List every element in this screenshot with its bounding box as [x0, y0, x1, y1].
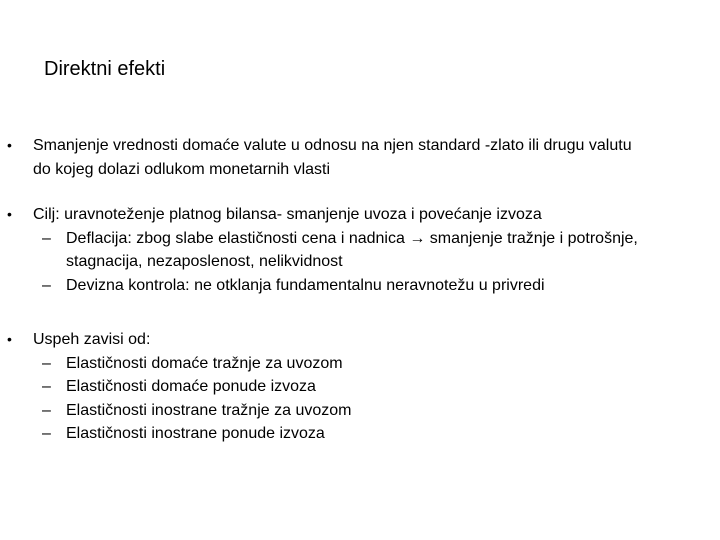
- sub-item: [0, 422, 720, 446]
- bullet-text: Smanjenje vrednosti domaće valute u odnosu na njen standard -zlato ili drugu valutu: [33, 137, 632, 154]
- sub-item: [0, 375, 720, 399]
- bullet-item: [0, 328, 720, 446]
- sub-item-text: Elastičnosti inostrane ponude izvoza: [66, 425, 325, 442]
- bullet-dot: •: [7, 206, 12, 222]
- sub-item-text: Deflacija: zbog slabe elastičnosti cena i nadnica → smanjenje tražnje i potrošnje,: [66, 229, 638, 247]
- bullet-text: Uspeh zavisi od:: [33, 331, 151, 348]
- dash-marker: –: [42, 229, 51, 247]
- bullet-text-continuation: do kojeg dolazi odlukom monetarnih vlasti: [33, 160, 331, 178]
- sub-item-text: Elastičnosti inostrane tražnje za uvozom: [66, 401, 352, 419]
- dash-marker: –: [42, 378, 51, 395]
- sub-item: [0, 399, 720, 423]
- sub-item-text: Elastičnosti domaće tražnje za uvozom: [66, 354, 343, 372]
- slide-title: Direktni efekti: [44, 58, 166, 80]
- sub-item: [0, 227, 720, 251]
- bullet-item: [0, 203, 720, 297]
- sub-item: [0, 274, 720, 298]
- dash-marker: –: [42, 354, 51, 372]
- sub-item-text: Elastičnosti domaće ponude izvoza: [66, 378, 316, 395]
- dash-marker: –: [42, 425, 51, 442]
- sub-item: [0, 352, 720, 376]
- dash-marker: –: [42, 401, 51, 419]
- bullet-item: [0, 134, 720, 181]
- bullet-dot: •: [7, 137, 12, 153]
- sub-item-text-continuation: stagnacija, nezaposlenost, nelikvidnost: [66, 253, 343, 270]
- bullet-dot: •: [7, 331, 12, 347]
- sub-item-text: Devizna kontrola: ne otklanja fundamentalnu neravnotežu u privredi: [66, 276, 545, 294]
- dash-marker: –: [42, 276, 51, 294]
- bullet-text: Cilj: uravnoteženje platnog bilansa- smanjenje uvoza i povećanje izvoza: [33, 206, 542, 223]
